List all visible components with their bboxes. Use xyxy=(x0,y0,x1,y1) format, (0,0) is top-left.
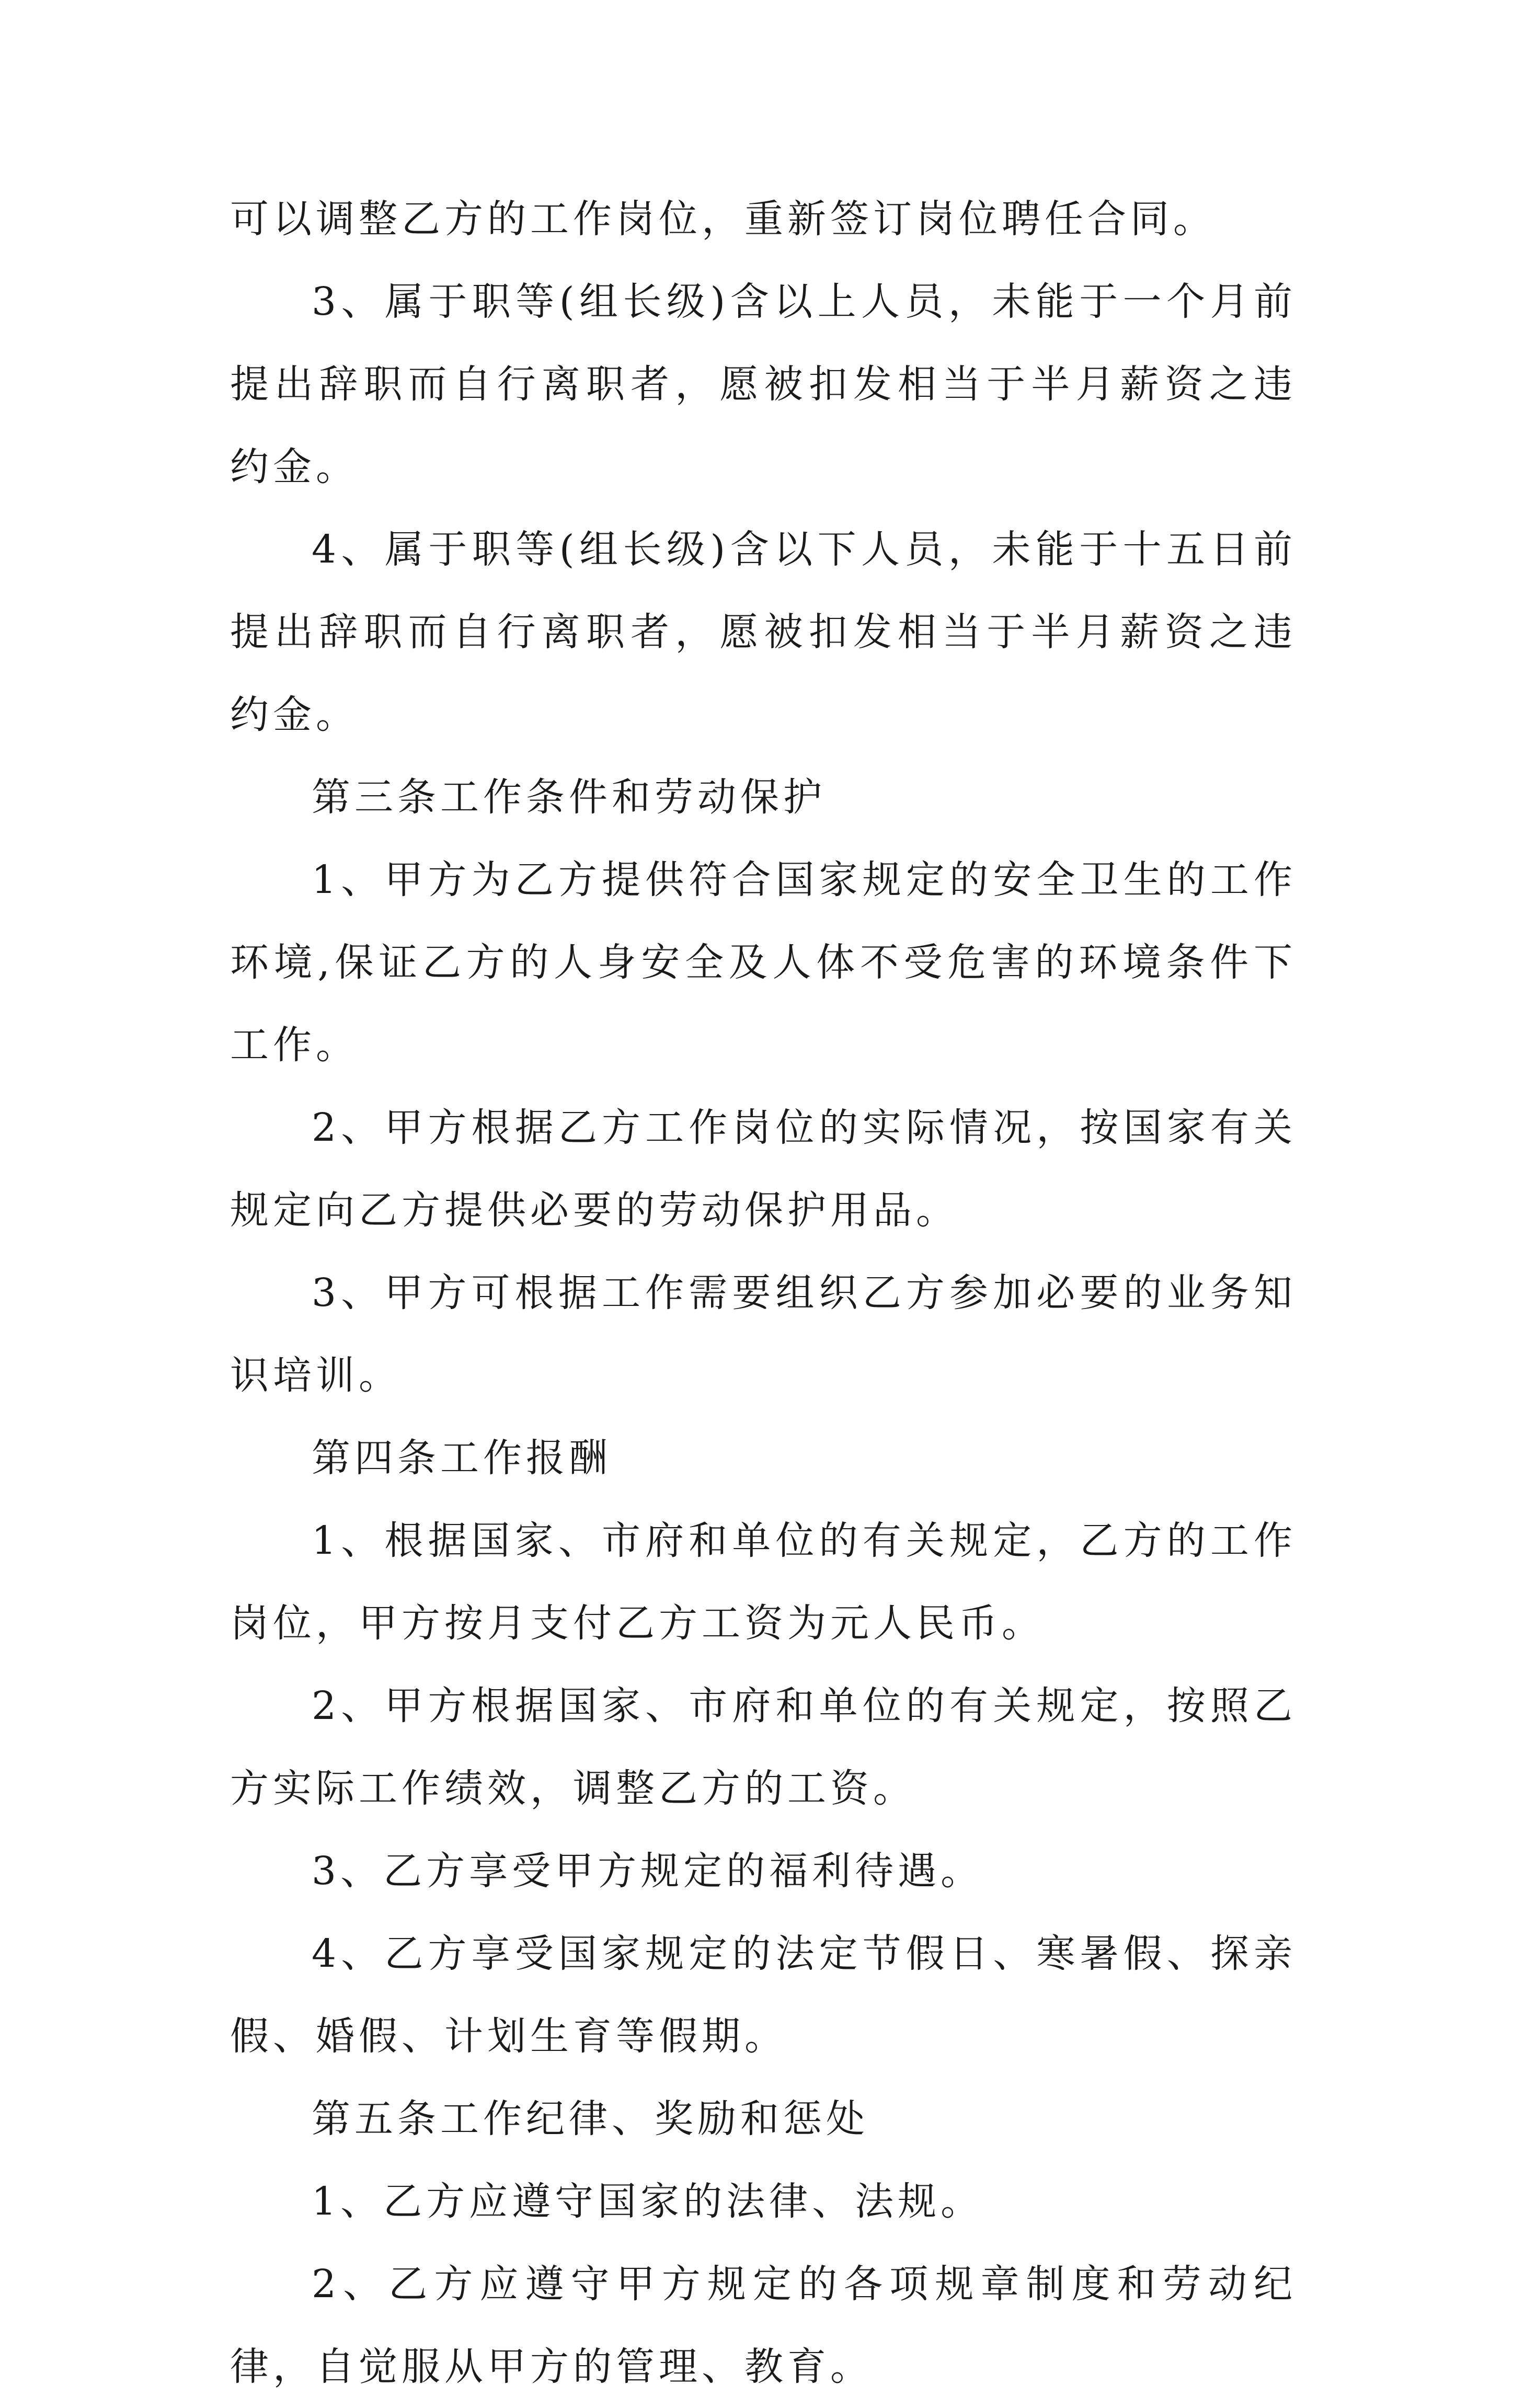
document-body xyxy=(230,178,1297,2408)
paragraph: 1、乙方应遵守国家的法律、法规。 xyxy=(312,2179,984,2224)
paragraph: 1、根据国家、市府和单位的有关规定，乙方的工作岗位，甲方按月支付乙方工资为元人民币。 xyxy=(230,1518,1297,1646)
paragraph: 可以调整乙方的工作岗位，重新签订岗位聘任合同。 xyxy=(230,197,1216,242)
paragraph: 2、甲方根据国家、市府和单位的有关规定，按照乙方实际工作绩效，调整乙方的工资。 xyxy=(230,1683,1297,1811)
section-heading: 第三条工作条件和劳动保护 xyxy=(312,775,826,820)
paragraph: 3、乙方享受甲方规定的福利待遇。 xyxy=(312,1849,984,1894)
paragraph: 4、属于职等(组长级)含以下人员，未能于十五日前提出辞职而自行离职者，愿被扣发相当于半月薪资之违约金。 xyxy=(230,527,1297,737)
section-heading: 第五条工作纪律、奖励和惩处 xyxy=(312,2096,869,2141)
section-heading: 第四条工作报酬 xyxy=(312,1436,612,1481)
paragraph: 3、甲方可根据工作需要组织乙方参加必要的业务知识培训。 xyxy=(230,1270,1297,1398)
paragraph: 4、乙方享受国家规定的法定节假日、寒暑假、探亲假、婚假、计划生育等假期。 xyxy=(230,1931,1297,2059)
paragraph: 3、属于职等(组长级)含以上人员，未能于一个月前提出辞职而自行离职者，愿被扣发相当于半月薪资之违约金。 xyxy=(230,279,1297,489)
paragraph: 2、乙方应遵守甲方规定的各项规章制度和劳动纪律，自觉服从甲方的管理、教育。 xyxy=(230,2262,1297,2389)
paragraph: 2、甲方根据乙方工作岗位的实际情况，按国家有关规定向乙方提供必要的劳动保护用品。 xyxy=(230,1105,1297,1233)
paragraph: 1、甲方为乙方提供符合国家规定的安全卫生的工作环境,保证乙方的人身安全及人体不受危害的环境条件下工作。 xyxy=(230,857,1297,1068)
